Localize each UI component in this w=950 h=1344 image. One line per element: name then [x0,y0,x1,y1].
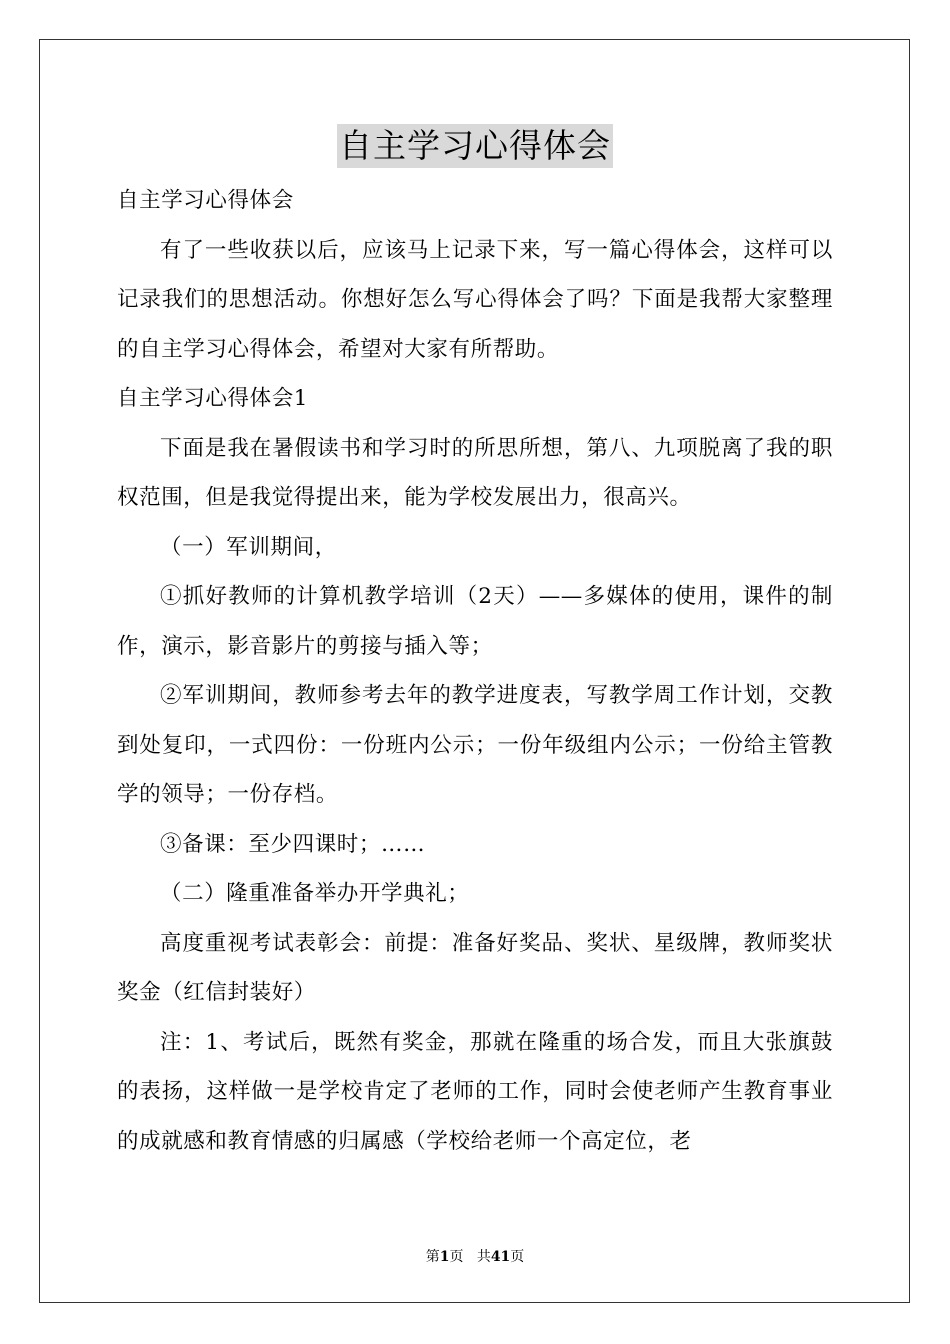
total-suffix: 页 [510,1249,525,1265]
paragraph: （一）军训期间， [160,534,337,560]
paragraph: ①抓好教师的计算机教学培训（2天）——多媒体的使用，课件的制作，演示，影音影片的剪接与插入等； [117,584,833,659]
page-current: 1 [439,1249,450,1265]
title-wrap [0,124,950,168]
total-prefix: 共 [476,1249,491,1265]
document-title: 自主学习心得体会 [337,124,613,168]
paragraph: ③备课：至少四课时；…… [160,831,426,857]
paragraph-section-heading: 自主学习心得体会1 [117,386,309,411]
paragraph-subtitle: 自主学习心得体会 [117,188,294,213]
paragraph: 高度重视考试表彰会：前提：准备好奖品、奖状、星级牌，教师奖状奖金（红信封装好） [117,930,833,1005]
paragraph: 注：1、考试后，既然有奖金，那就在隆重的场合发，而且大张旗鼓的表扬，这样做一是学校肯定了老师的工作，同时会使老师产生教育事业的成就感和教育情感的归属感（学校给老师一个高定位，老 [117,1029,833,1154]
document-body [117,176,833,1166]
paragraph: （二）隆重准备举办开学典礼； [160,881,470,906]
paragraph-intro: 有了一些收获以后，应该马上记录下来，写一篇心得体会，这样可以记录我们的思想活动。你想好怎么写心得体会了吗？下面是我帮大家整理的自主学习心得体会，希望对大家有所帮助。 [117,237,833,362]
page-suffix: 页 [449,1249,464,1265]
page-prefix: 第 [425,1249,440,1265]
page-footer [0,1248,950,1266]
paragraph: ②军训期间，教师参考去年的教学进度表，写教学周工作计划，交教到处复印，一式四份：一份班内公示；一份年级组内公示；一份给主管教学的领导；一份存档。 [117,683,833,807]
page-total: 41 [490,1249,511,1265]
paragraph: 下面是我在暑假读书和学习时的所思所想，第八、九项脱离了我的职权范围，但是我觉得提出来，能为学校发展出力，很高兴。 [117,435,833,510]
